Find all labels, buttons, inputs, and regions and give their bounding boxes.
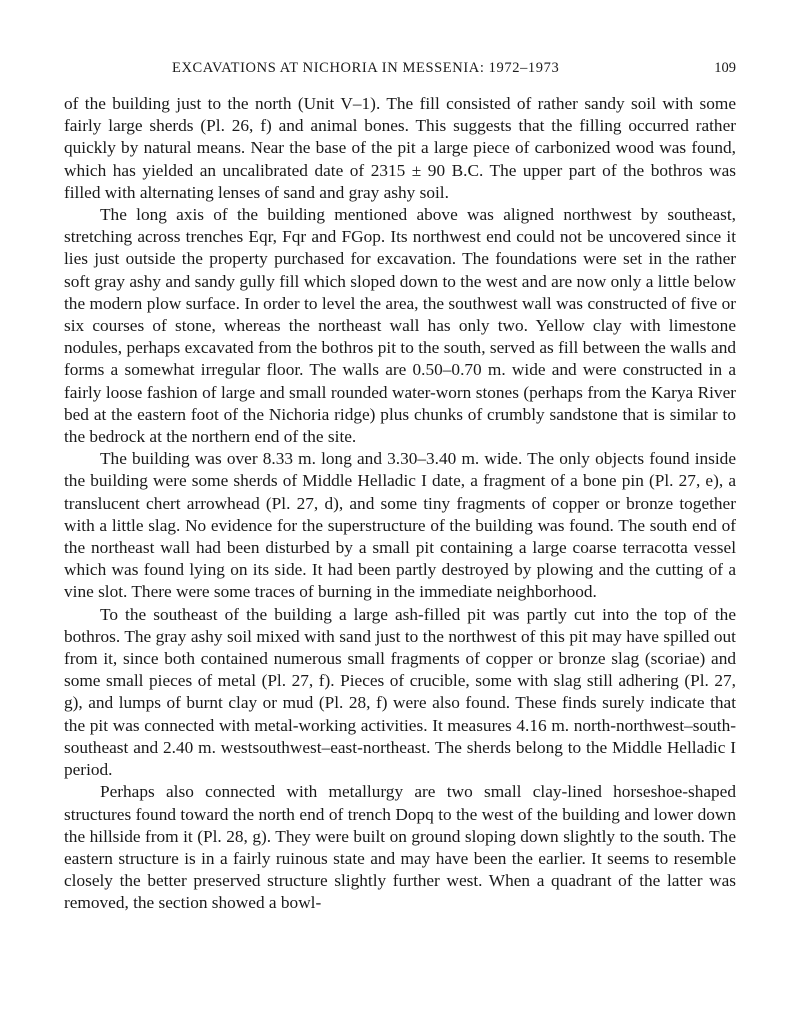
page-header [60, 60, 736, 82]
paragraph-building-dimensions: The building was over 8.33 m. long and 3.30–3.40 m. wide. The only objects found inside the building were some sherds of Middle Helladic I date, a fragment of a bone pin (Pl. 27, e), a translucent chert arrowhead (Pl. 27, d), and some tiny fragments of copper or bronze together with a little slag. No evidence for the superstructure of the building was found. The south end of the northeast wall had been disturbed by a small pit containing a large coarse terracotta vessel which was found lying on its side. It had been partly destroyed by plowing and the cutting of a vine slot. There were some traces of burning in the immediate neighborhood. [64, 449, 736, 602]
paragraph-horseshoe-structures: Perhaps also connected with metallurgy are two small clay-lined horseshoe-shaped structures found toward the north end of trench Dopq to the west of the building and lower down the hillside from it (Pl. 28, g). They were built on ground sloping down slightly to the south. The eastern structure is in a fairly ruinous state and may have been the earlier. It seems to resemble closely the better preserved structure slightly further west. When a quadrant of the latter was removed, the section showed a bowl- [64, 782, 736, 913]
body-text [64, 93, 736, 915]
paragraph-building-axis: The long axis of the building mentioned above was aligned northwest by southeast, stretching across trenches Eqr, Fqr and FGop. Its northwest end could not be uncovered since it lies just outside the property purchased for excavation. The foundations were set in the rather soft gray ashy and sandy gully fill which sloped down to the west and are now only a little below the modern plow surface. In order to level the area, the southwest wall was constructed of five or six courses of stone, whereas the northeast wall has only two. Yellow clay with limestone nodules, perhaps excavated from the bothros pit to the south, served as fill between the walls and forms a somewhat irregular floor. The walls are 0.50–0.70 m. wide and were constructed in a fairly loose fashion of large and small rounded water-worn stones (perhaps from the Karya River bed at the eastern foot of the Nichoria ridge) plus chunks of crumbly sandstone that is similar to the bedrock at the northern end of the site. [64, 205, 736, 447]
paragraph-ash-pit: To the southeast of the building a large ash-filled pit was partly cut into the top of the bothros. The gray ashy soil mixed with sand just to the northwest of this pit may have spilled out from it, since both contained numerous small fragments of copper or bronze slag (scoriae) and some small pieces of metal (Pl. 27, f). Pieces of crucible, some with slag still adhering (Pl. 27, g), and lumps of burnt clay or mud (Pl. 28, f) were also found. These finds surely indicate that the pit was connected with metal-working activities. It measures 4.16 m. north-northwest–south-southeast and 2.40 m. westsouthwest–east-northeast. The sherds belong to the Middle Helladic I period. [64, 604, 736, 780]
running-title: EXCAVATIONS AT NICHORIA IN MESSENIA: 1972–1973 [172, 60, 560, 76]
page-number: 109 [714, 60, 736, 76]
paragraph-bothros-fill: of the building just to the north (Unit V–1). The fill consisted of rather sandy soil with some fairly large sherds (Pl. 26, f) and animal bones. This suggests that the filling occurred rather quickly by natural means. Near the base of the pit a large piece of carbonized wood was found, which has yielded an uncalibrated date of 2315 ± 90 B.C. The upper part of the bothros was filled with alternating lenses of sand and gray ashy soil. [64, 94, 736, 202]
